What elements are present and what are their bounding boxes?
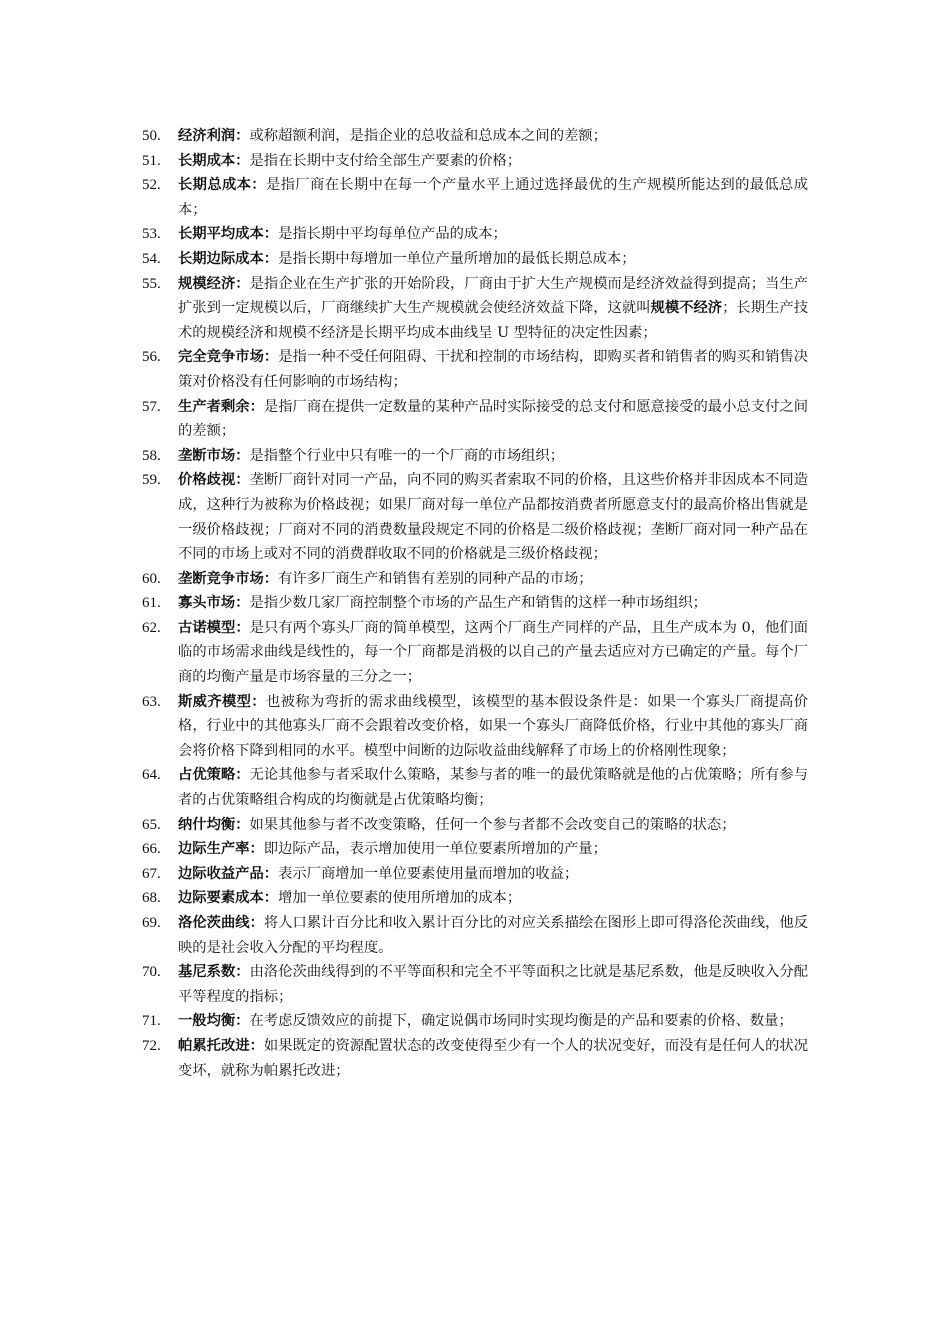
entry-term: 边际要素成本： [178,890,279,907]
entry-term: 规模不经济 [650,300,723,317]
glossary-list [140,124,808,1083]
entry-number: 68. [142,890,161,907]
entry-definition: 是指长期中平均每单位产品的成本； [278,226,507,243]
entry-definition: 是只有两个寡头厂商的简单模型，这两个厂商生产同样的产品，且生产成本为 0，他们面临的市场需求曲线是线性的，每一个厂商都是消极的以自己的产量去适应对方已确定的产量。每个厂商的均衡产量是市场容量的三分之一； [178,619,809,686]
entry-term: 经济利润： [178,128,250,144]
entry-definition: 如果既定的资源配置状态的改变使得至少有一个人的状况变好，而没有是任何人的状况变坏，就称为帕累托改进； [178,1037,809,1079]
entry-definition: 即边际产品，表示增加使用一单位要素所增加的产量； [263,841,607,858]
entry-number: 66. [142,841,161,858]
entry-definition: 垄断厂商针对同一产品，向不同的购买者索取不同的价格，且这些价格并非因成本不同造成，这种行为被称为价格歧视；如果厂商对每一单位产品都按消费者所愿意支付的最高价格出售就是一级价格歧视；厂商对不同的消费数量段规定不同的价格是二级价格歧视；垄断厂商对同一种产品在不同的市场上或对不同的消费群收取不同的价格就是三级价格歧视； [178,472,808,563]
entry-number: 58. [142,447,161,464]
entry-term: 寡头市场： [178,595,250,612]
entry-number: 60. [142,570,161,587]
glossary-entry [140,960,808,1009]
entry-definition: 是指整个行业中只有唯一的一个厂商的市场组织； [249,447,565,464]
entry-term: 垄断市场： [178,447,250,464]
entry-term: 基尼系数： [178,964,250,981]
entry-term: 价格歧视： [178,472,250,489]
entry-definition: 是指长期中每增加一单位产量所增加的最低长期总成本； [278,250,636,267]
entry-definition: 由洛伦茨曲线得到的不平等面积和完全不平等面积之比就是基尼系数，他是反映收入分配平等程度的指标； [178,964,808,1005]
entry-number: 64. [142,767,161,784]
glossary-entry [140,862,808,887]
glossary-entry [140,690,808,764]
entry-term: 帕累托改进： [178,1037,264,1054]
glossary-entry [140,222,808,247]
entry-number: 56. [142,349,161,366]
entry-term: 一般均衡： [178,1013,250,1030]
entry-number: 71. [142,1013,161,1030]
entry-number: 59. [142,472,161,489]
entry-number: 65. [142,816,161,833]
glossary-entry [140,813,808,838]
entry-number: 63. [142,693,161,710]
glossary-entry [140,173,808,222]
glossary-entry [140,591,808,616]
entry-term: 生产者剩余： [178,398,264,415]
entry-number: 69. [142,915,161,931]
entry-term: 洛伦茨曲线： [178,915,264,931]
entry-number: 53. [142,226,161,243]
entry-number: 72. [142,1037,161,1054]
entry-term: 长期平均成本： [178,226,279,243]
entry-term: 长期边际成本： [178,250,279,267]
entry-term: 长期总成本： [178,177,266,194]
entry-definition: 也被称为弯折的需求曲线模型，该模型的基本假设条件是：如果一个寡头厂商提高价格，行业中的其他寡头厂商不会跟着改变价格，如果一个寡头厂商降低价格，行业中其他的寡头厂商会将价格下降到相同的水平。模型中间断的边际收益曲线解释了市场上的价格刚性现象； [178,693,809,759]
entry-definition: 或称超额利润，是指企业的总收益和总成本之间的差额； [249,128,607,144]
glossary-entry [140,616,808,690]
entry-definition: 是指少数几家厂商控制整个市场的产品生产和销售的这样一种市场组织； [249,595,707,612]
glossary-entry [140,886,808,911]
entry-term: 斯威齐模型： [178,693,266,710]
glossary-entry [140,468,808,566]
entry-number: 50. [142,128,161,144]
glossary-entry [140,837,808,862]
glossary-entry [140,1009,808,1034]
glossary-entry [140,1034,808,1083]
entry-definition: 在考虑反馈效应的前提下，确定说偶市场同时实现均衡是的产品和要素的价格、数量； [249,1013,793,1030]
entry-term: 边际生产率： [178,841,264,858]
entry-definition: 表示厂商增加一单位要素使用量而增加的收益； [278,865,579,882]
entry-term: 占优策略： [178,767,250,784]
entry-definition: 是指企业在生产扩张的开始阶段，厂商由于扩大生产规模而是经济效益得到提高；当生产扩张到一定规模以后，厂商继续扩大生产规模就会使经济效益下降，这就叫 [178,275,808,317]
entry-definition: 是指一种不受任何阻碍、干扰和控制的市场结构，即购买者和销售者的购买和销售决策对价格没有任何影响的市场结构； [178,349,808,390]
entry-number: 70. [142,964,161,981]
entry-number: 51. [142,152,161,169]
entry-definition: 将人口累计百分比和收入累计百分比的对应关系描绘在图形上即可得洛伦茨曲线，他反映的是社会收入分配的平均程度。 [178,915,809,956]
entry-number: 54. [142,250,161,267]
glossary-entry [140,272,808,346]
entry-term: 规模经济： [178,275,250,292]
glossary-entry [140,124,808,149]
glossary-entry [140,444,808,469]
entry-number: 55. [142,275,161,292]
entry-term: 古诺模型： [178,619,250,636]
entry-definition: 有许多厂商生产和销售有差别的同种产品的市场； [278,570,593,587]
glossary-entry [140,345,808,394]
entry-term: 垄断竞争市场： [178,570,279,587]
entry-term: 纳什均衡： [178,816,250,833]
entry-term: 长期成本： [178,152,250,169]
glossary-entry [140,911,808,960]
entry-number: 61. [142,595,161,612]
glossary-entry [140,763,808,812]
entry-definition: 增加一单位要素的使用所增加的成本； [278,890,522,907]
entry-definition: 如果其他参与者不改变策略，任何一个参与者都不会改变自己的策略的状态； [249,816,736,833]
entry-term: 边际收益产品： [178,865,279,882]
entry-number: 67. [142,865,161,882]
glossary-entry [140,247,808,272]
entry-number: 62. [142,619,161,636]
entry-definition: 无论其他参与者采取什么策略，某参与者的唯一的最优策略就是他的占优策略；所有参与者的占优策略组合构成的均衡就是占优策略均衡； [178,767,808,809]
entry-definition: ；长期生产技术的规模经济和规模不经济是长期平均成本曲线呈 U 型特征的决定性因素； [178,300,808,341]
glossary-entry [140,395,808,444]
entry-definition: 是指厂商在提供一定数量的某种产品时实际接受的总支付和愿意接受的最小总支付之间的差额； [178,398,809,440]
glossary-entry [140,149,808,174]
entry-number: 52. [142,177,161,194]
entry-term: 完全竞争市场： [178,349,279,366]
entry-definition: 是指在长期中支付给全部生产要素的价格； [249,152,522,169]
glossary-entry [140,567,808,592]
entry-definition: 是指厂商在长期中在每一个产量水平上通过选择最优的生产规模所能达到的最低总成本； [178,177,809,218]
entry-number: 57. [142,398,161,415]
